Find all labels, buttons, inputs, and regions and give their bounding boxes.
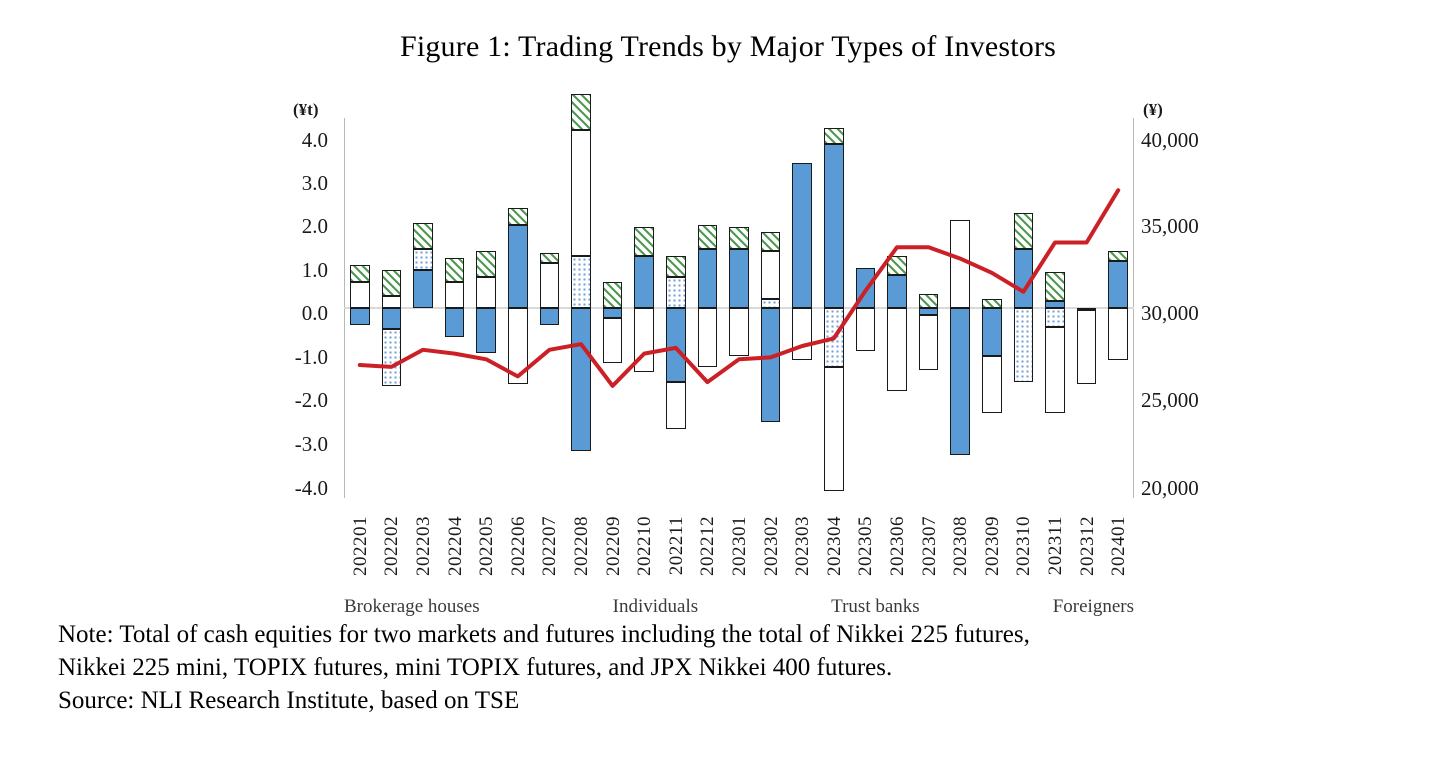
note-line-1: Note: Total of cash equities for two markets and futures including the total of Nikkei 225 futures, — [58, 621, 1030, 648]
right-axis-unit: (¥) — [1143, 100, 1163, 119]
y-right-tick: 30,000 — [1141, 301, 1199, 325]
x-tick-label: 202204 — [444, 516, 466, 576]
x-tick-label: 202206 — [507, 516, 529, 576]
x-tick-label: 202212 — [697, 516, 719, 576]
x-tick-label: 202304 — [823, 516, 845, 576]
legend-item-foreigners: Foreigners — [1052, 596, 1134, 617]
figure-notes — [58, 618, 1428, 717]
x-tick-label: 202306 — [887, 516, 908, 576]
y-right-tick: 20,000 — [1141, 476, 1199, 500]
x-tick-label: 202203 — [413, 516, 434, 576]
legend-item-brokerage: Brokerage houses — [344, 596, 480, 617]
x-tick-label: 202310 — [1013, 516, 1035, 576]
y-left-tick: 3.0 — [301, 171, 328, 195]
x-tick-label: 202208 — [571, 516, 592, 576]
x-tick-label: 202207 — [539, 516, 561, 576]
x-tick-label: 202401 — [1108, 516, 1130, 576]
x-tick-label: 202308 — [950, 516, 972, 576]
nikkei-line-series — [344, 118, 1134, 498]
y-left-tick: -1.0 — [294, 345, 328, 369]
x-tick-label: 202311 — [1045, 516, 1066, 576]
left-axis-unit: (¥t) — [293, 100, 319, 119]
x-tick-label: 202210 — [634, 516, 656, 576]
note-line-2: Nikkei 225 mini, TOPIX futures, mini TOPIX futures, and JPX Nikkei 400 futures. — [58, 654, 893, 681]
y-left-tick: -3.0 — [294, 432, 328, 456]
x-tick-label: 202302 — [760, 516, 782, 576]
chart-plot-area — [344, 118, 1134, 498]
legend — [344, 596, 1134, 618]
x-tick-label: 202205 — [476, 516, 498, 576]
y-left-tick: 2.0 — [301, 214, 328, 238]
x-tick-label: 202312 — [1076, 516, 1098, 576]
y-left-tick: 4.0 — [301, 128, 328, 152]
note-line-3: Source: NLI Research Institute, based on TSE — [58, 687, 520, 714]
y-left-tick: 0.0 — [301, 301, 328, 325]
x-tick-label: 202307 — [918, 516, 940, 576]
y-left-tick: -2.0 — [294, 388, 328, 412]
x-tick-label: 202303 — [792, 516, 814, 576]
legend-item-individuals: Individuals — [612, 596, 699, 617]
y-right-tick: 40,000 — [1141, 128, 1199, 152]
x-tick-label: 202301 — [729, 516, 750, 576]
x-tick-label: 202305 — [855, 516, 877, 576]
page-title: Figure 1: Trading Trends by Major Types of Investors — [399, 30, 1057, 63]
y-right-tick: 35,000 — [1141, 214, 1199, 238]
x-tick-label: 202309 — [981, 516, 1003, 576]
y-right-tick: 25,000 — [1141, 388, 1199, 412]
x-tick-label: 202211 — [665, 516, 687, 576]
x-tick-label: 202202 — [381, 516, 403, 576]
x-tick-label: 202209 — [602, 516, 624, 576]
y-left-tick: -4.0 — [294, 476, 328, 500]
legend-item-trust-banks: Trust banks — [831, 596, 920, 617]
x-tick-label: 202201 — [349, 516, 371, 576]
y-left-tick: 1.0 — [301, 258, 328, 282]
